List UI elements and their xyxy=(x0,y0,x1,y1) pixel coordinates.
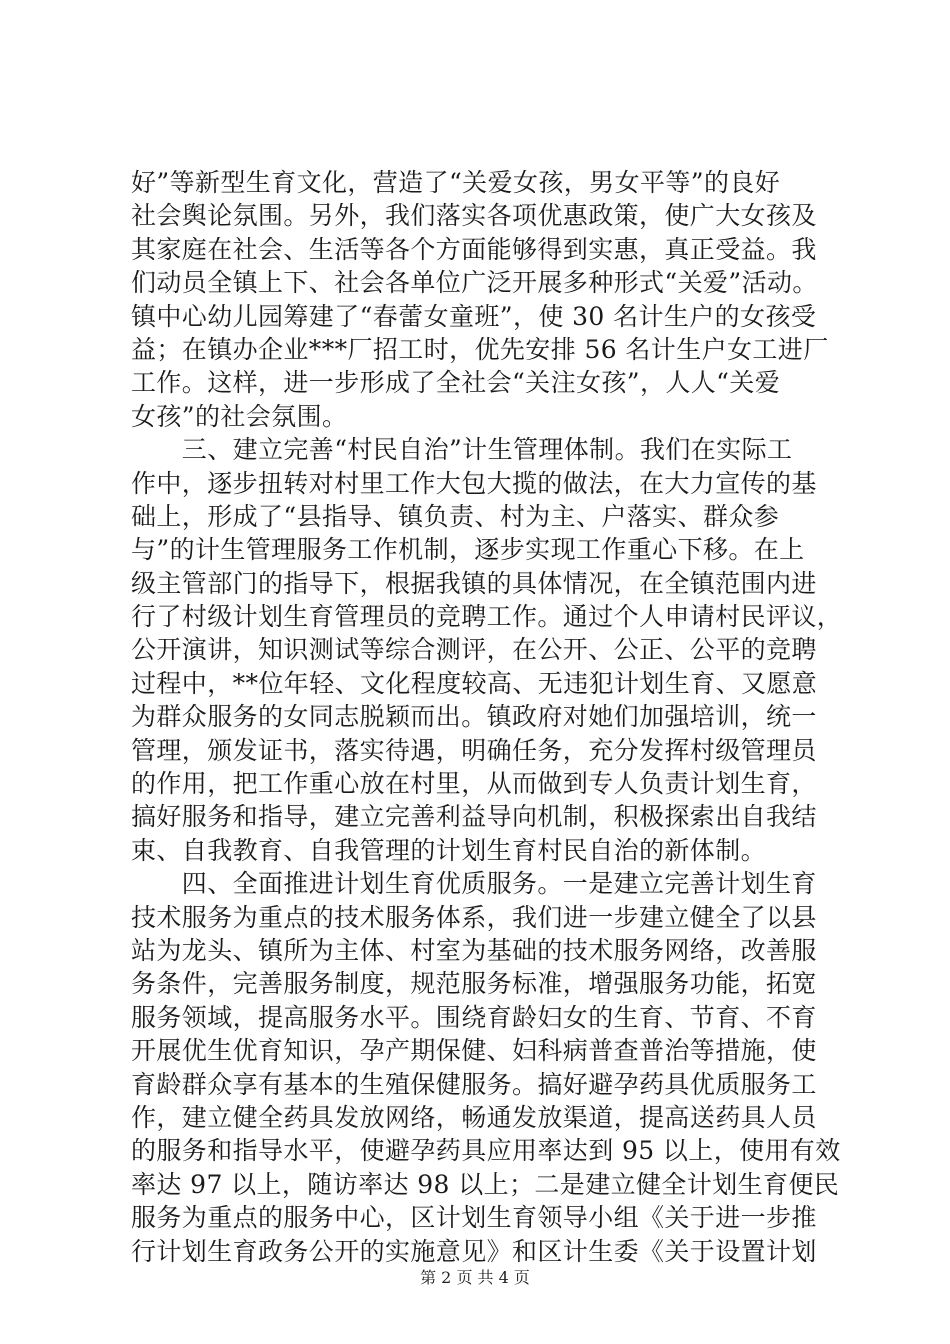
text-line: 四、全面推进计划生育优质服务。一是建立完善计划生育 xyxy=(131,869,817,899)
text-line: 级主管部门的指导下，根据我镇的具体情况，在全镇范围内进 xyxy=(131,568,817,598)
text-line: 社会舆论氛围。另外，我们落实各项优惠政策，使广大女孩及 xyxy=(131,201,817,231)
text-line: 站为龙头、镇所为主体、村室为基础的技术服务网络，改善服 xyxy=(131,935,817,965)
text-line: 好”等新型生育文化，营造了“关爱女孩，男女平等”的良好 xyxy=(131,168,781,197)
text-line: 开展优生优育知识，孕产期保健、妇科病普查普治等措施，使 xyxy=(131,1036,817,1066)
text-line: 务条件，完善服务制度，规范服务标准，增强服务功能，拓宽 xyxy=(131,969,817,999)
text-line: 的服务和指导水平，使避孕药具应用率达到 95 以上，使用有效 xyxy=(131,1136,841,1166)
text-line: 们动员全镇上下、社会各单位广泛开展多种形式“关爱”活动。 xyxy=(131,268,818,298)
text-line: 作，建立健全药具发放网络，畅通发放渠道，提高送药具人员 xyxy=(131,1102,817,1132)
text-line: 束、自我教育、自我管理的计划生育村民自治的新体制。 xyxy=(131,835,767,865)
text-line: 础上，形成了“县指导、镇负责、村为主、户落实、群众参 xyxy=(131,501,780,531)
text-line: 管理，颁发证书，落实待遇，明确任务，充分发挥村级管理员 xyxy=(131,735,817,765)
text-line: 育龄群众享有基本的生殖保健服务。搞好避孕药具优质服务工 xyxy=(131,1069,817,1099)
document-body xyxy=(131,166,843,1268)
text-line: 益；在镇办企业***厂招工时，优先安排 56 名计生户女工进厂 xyxy=(131,334,829,364)
text-line: 其家庭在社会、生活等各个方面能够得到实惠，真正受益。我 xyxy=(131,234,817,264)
text-line: 技术服务为重点的技术服务体系，我们进一步建立健全了以县 xyxy=(131,902,817,932)
text-line: 过程中，**位年轻、文化程度较高、无违犯计划生育、又愿意 xyxy=(131,668,818,698)
text-line: 服务领域，提高服务水平。围绕育龄妇女的生育、节育、不育 xyxy=(131,1002,817,1032)
text-line: 为群众服务的女同志脱颖而出。镇政府对她们加强培训，统一 xyxy=(131,702,817,732)
text-line: 与”的计生管理服务工作机制，逐步实现工作重心下移。在上 xyxy=(131,535,805,565)
text-line: 的作用，把工作重心放在村里，从而做到专人负责计划生育， xyxy=(131,769,817,799)
text-line: 服务为重点的服务中心，区计划生育领导小组《关于进一步推 xyxy=(131,1203,817,1233)
text-line: 作中，逐步扭转对村里工作大包大揽的做法，在大力宣传的基 xyxy=(131,468,817,498)
text-line: 三、建立完善“村民自治”计生管理体制。我们在实际工 xyxy=(131,435,793,465)
text-line: 行了村级计划生育管理员的竞聘工作。通过个人申请村民评议， xyxy=(131,602,843,632)
text-line: 公开演讲，知识测试等综合测评，在公开、公正、公平的竞聘 xyxy=(131,635,817,665)
text-line: 搞好服务和指导，建立完善利益导向机制，积极探索出自我结 xyxy=(131,802,817,832)
page-number-footer: 第 2 页 共 4 页 xyxy=(420,1268,530,1287)
text-line: 工作。这样，进一步形成了全社会“关注女孩”，人人“关爱 xyxy=(131,368,781,398)
text-line: 女孩”的社会氛围。 xyxy=(131,401,348,431)
text-line: 行计划生育政务公开的实施意见》和区计生委《关于设置计划 xyxy=(131,1236,817,1266)
text-line: 镇中心幼儿园筹建了“春蕾女童班”，使 30 名计生户的女孩受 xyxy=(131,301,817,331)
text-line: 率达 97 以上，随访率达 98 以上；二是建立健全计划生育便民 xyxy=(131,1169,840,1199)
